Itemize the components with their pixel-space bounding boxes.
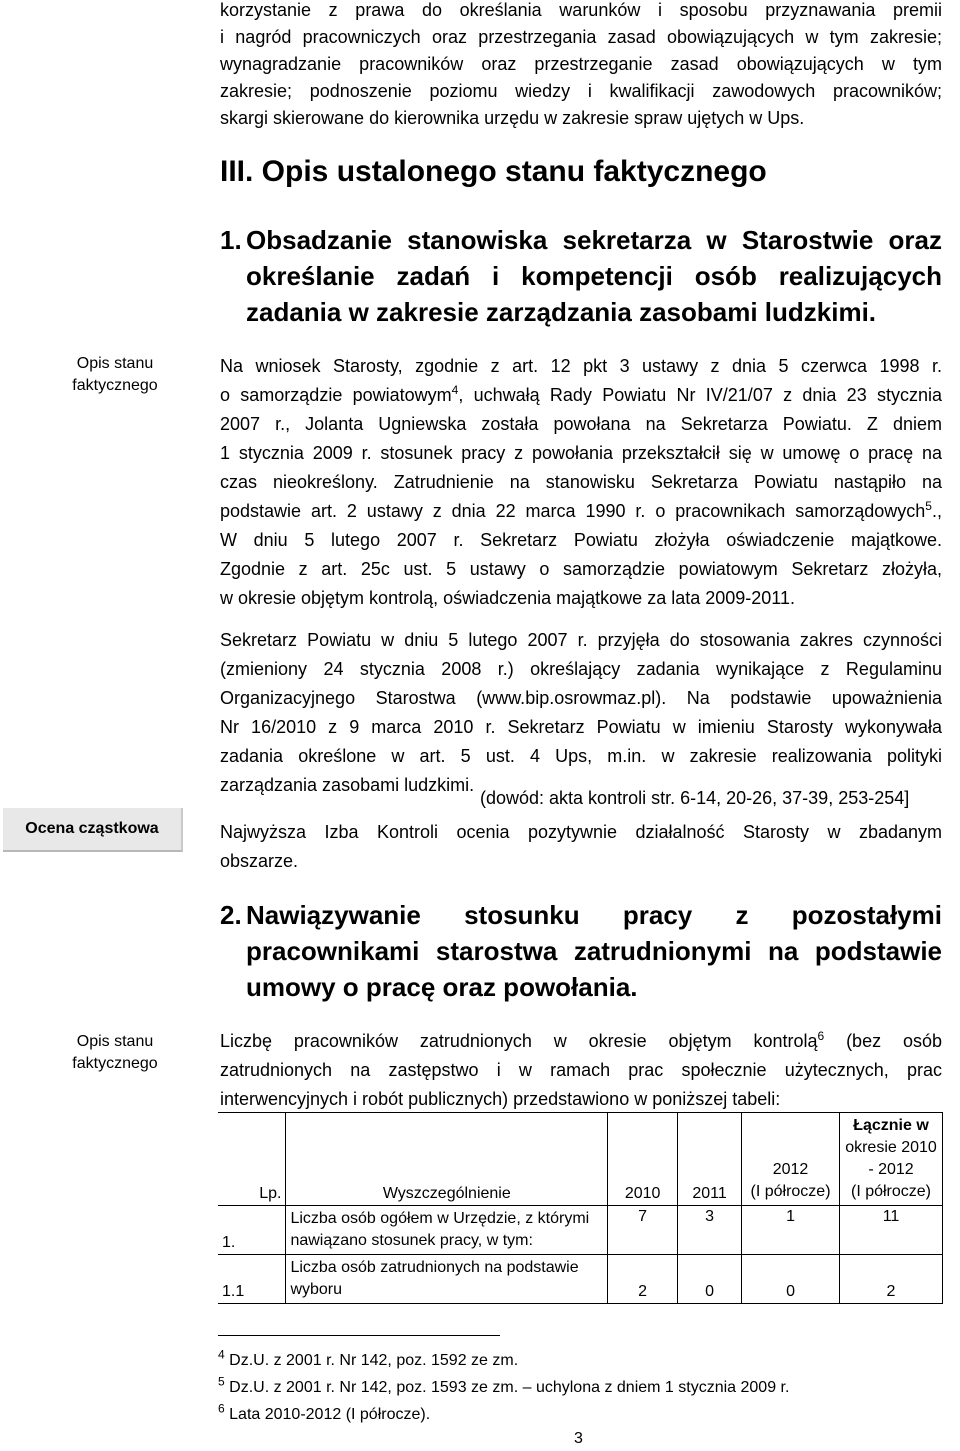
footnote-separator: [218, 1335, 500, 1336]
para-line: w okresie objętym kontrolą, oświadczenia majątkowe za lata 2009-2011.: [220, 588, 795, 608]
para-line: Liczbę pracowników zatrudnionych w okresie objętym kontrolą$^6$ (bez osób: [220, 1029, 942, 1051]
para-line: o samorządzie powiatowym$^4$, uchwałą Rady Powiatu Nr IV/21/07 z dnia 23 stycznia: [220, 383, 942, 405]
intro-line: i nagród pracowniczych oraz przestrzegania zasad obowiązujących w tym zakresie;: [220, 27, 942, 47]
subsection-number: 2.: [220, 900, 242, 930]
side-label-line: Opis stanu: [76, 1033, 154, 1050]
para-line: czas nieokreślony. Zatrudnienie na stanowisku Sekretarza Powiatu nastąpiło na: [220, 472, 942, 492]
para-line: podstawie art. 2 ustawy z dnia 22 marca 1990 r. o pracownikach samorządowych$^5$.,: [220, 499, 942, 521]
heading-line: umowy o pracę oraz powołania.: [246, 972, 638, 1002]
para-line: obszarze.: [220, 851, 299, 871]
para-line: zatrudnionych na zastępstwo i w ramach prac społecznie użytecznych, prac: [220, 1060, 942, 1080]
para-line: (zmieniony 24 stycznia 2008 r.) określający zadania wynikające z Regulaminu: [220, 659, 942, 679]
para-line: Sekretarz Powiatu w dniu 5 lutego 2007 r. przyjęła do stosowania zakres czynności: [220, 630, 942, 650]
employees-table: [218, 1112, 943, 1304]
side-label-opis-stanu: [30, 1031, 200, 1075]
table-row: [218, 1206, 943, 1255]
heading-line: zadania w zakresie zarządzania zasobami ludzkimi.: [246, 297, 877, 327]
footnote-ref: 6: [817, 1029, 825, 1043]
heading-line: określanie zadań i kompetencji osób realizujących: [246, 261, 942, 291]
para-line: Na wniosek Starosty, zgodnie z art. 12 pkt 3 ustawy z dnia 5 czerwca 1998 r.: [220, 356, 942, 376]
subsection-2-heading: [220, 897, 942, 1005]
footnote-ref: 5: [925, 499, 932, 513]
table-cell: 1: [742, 1206, 840, 1255]
heading-line: Obsadzanie stanowiska sekretarza w Starostwie oraz: [246, 225, 942, 255]
table-cell: 1.1: [218, 1255, 286, 1304]
evidence-citation: (dowód: akta kontroli str. 6-14, 20-26, 37-39, 253-254]: [480, 788, 910, 808]
table-cell: 3: [678, 1206, 742, 1255]
para-line: Organizacyjnego Starostwa (www.bip.osrowmaz.pl). Na podstawie upoważnienia: [220, 688, 942, 708]
table-cell: Liczba osób ogółem w Urzędzie, z którymi nawiązano stosunek pracy, w tym:: [286, 1206, 608, 1255]
table-cell: 1.: [218, 1206, 286, 1255]
para-line: Zgodnie z art. 25c ust. 5 ustawy o samorządzie powiatowym Sekretarz złożyła,: [220, 559, 942, 579]
para-line: Nr 16/2010 z 9 marca 2010 r. Sekretarz Powiatu w imieniu Starosty wykonywała: [220, 717, 942, 737]
footnote: $^6$ Lata 2010-2012 (I półrocze).: [218, 1401, 431, 1423]
para-line: interwencyjnych i robót publicznych) przedstawiono w poniższej tabeli:: [220, 1089, 781, 1109]
footnote: $^4$ Dz.U. z 2001 r. Nr 142, poz. 1592 ze zm.: [218, 1347, 519, 1369]
heading-line: pracownikami starostwa zatrudnionymi na podstawie: [246, 936, 942, 966]
table-cell: 7: [608, 1206, 678, 1255]
para-line: Najwyższa Izba Kontroli ocenia pozytywnie działalność Starosty w zbadanym: [220, 822, 942, 842]
intro-line: wynagradzanie pracowników oraz przestrzeganie zasad obowiązujących w tym: [220, 54, 942, 74]
para-line: 1 stycznia 2009 r. stosunek pracy z powołania przekształcił się w umowę o pracę na: [220, 443, 942, 463]
table-header-cell: Lp.: [218, 1113, 286, 1206]
table-cell: 0: [678, 1255, 742, 1304]
table-cell: 0: [742, 1255, 840, 1304]
table-header-cell: 2011: [678, 1113, 742, 1206]
table-header-cell: Wyszczególnienie: [286, 1113, 608, 1206]
table-cell: Liczba osób zatrudnionych na podstawie wyboru: [286, 1255, 608, 1304]
side-label-line: faktycznego: [72, 1055, 158, 1072]
partial-assessment-label: Ocena cząstkowa: [3, 808, 183, 852]
section-heading: III. Opis ustalonego stanu faktycznego: [220, 155, 767, 188]
page-number: 3: [574, 1430, 583, 1447]
para-line: zadania określone w art. 5 ust. 4 Ups, m.in. w zakresie realizowania polityki: [220, 746, 942, 766]
side-label-opis-stanu: [30, 353, 200, 397]
table-header-row: [218, 1113, 943, 1206]
heading-line: Nawiązywanie stosunku pracy z pozostałymi: [246, 900, 942, 930]
side-label-line: faktycznego: [72, 377, 158, 394]
side-label-line: Opis stanu: [76, 355, 154, 372]
intro-line: zakresie; podnoszenie poziomu wiedzy i kwalifikacji zawodowych pracowników;: [220, 81, 942, 101]
footnote: $^5$ Dz.U. z 2001 r. Nr 142, poz. 1593 ze zm. – uchylona z dniem 1 stycznia 2009 r.: [218, 1374, 790, 1396]
subsection-1-heading: [220, 222, 942, 330]
subsection-number: 1.: [220, 225, 242, 255]
intro-line: skargi skierowane do kierownika urzędu w zakresie spraw ujętych w Ups.: [220, 108, 805, 128]
para-line: 2007 r., Jolanta Ugniewska została powołana na Sekretarza Powiatu. Z dniem: [220, 414, 942, 434]
table-cell: 2: [608, 1255, 678, 1304]
para-line: W dniu 5 lutego 2007 r. Sekretarz Powiatu złożyła oświadczenie majątkowe.: [220, 530, 942, 550]
table-row: [218, 1255, 943, 1304]
footnote-ref: 4: [451, 383, 459, 397]
intro-line: korzystanie z prawa do określania warunków i sposobu przyznawania premii: [220, 0, 942, 20]
para-line: zarządzania zasobami ludzkimi.: [220, 775, 475, 795]
table-header-cell: Łącznie w okresie 2010 - 2012 (I półrocze): [840, 1113, 943, 1206]
table-cell: 11: [840, 1206, 943, 1255]
table-header-cell: 2010: [608, 1113, 678, 1206]
table-header-cell: 2012 (I półrocze): [742, 1113, 840, 1206]
table-cell: 2: [840, 1255, 943, 1304]
